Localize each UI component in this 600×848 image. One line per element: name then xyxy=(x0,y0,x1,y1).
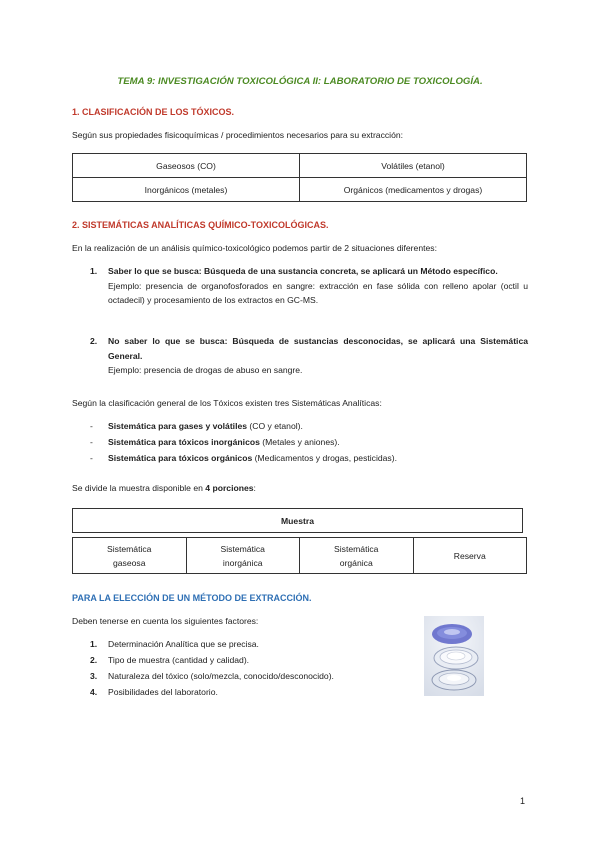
page-number: 1 xyxy=(520,796,526,806)
list-item xyxy=(90,637,259,651)
section1-intro: Según sus propiedades fisicoquímicas / procedimientos necesarios para su extracción: xyxy=(72,130,404,140)
portions-text: Se divide la muestra disponible en xyxy=(72,483,206,493)
item-text: (Medicamentos y drogas, pesticidas). xyxy=(252,453,397,463)
item-number: 1. xyxy=(90,639,98,649)
cell-line: orgánica xyxy=(339,557,373,568)
table-cell: Orgánicos (medicamentos y drogas) xyxy=(300,178,527,202)
item-text: (Metales y aniones). xyxy=(259,437,340,447)
list-item xyxy=(90,334,528,378)
cell-line: gaseosa xyxy=(113,557,146,568)
section3-intro: Deben tenerse en cuenta los siguientes factores: xyxy=(72,616,259,626)
list-item xyxy=(90,669,334,683)
list-item xyxy=(90,653,249,667)
dash-bullet: - xyxy=(90,421,93,431)
item-text: Naturaleza del tóxico (solo/mezcla, conocido/desconocido). xyxy=(108,671,334,681)
table-cell: Inorgánicos (metales) xyxy=(73,178,300,202)
portions-end: : xyxy=(253,483,256,493)
table-cell xyxy=(413,538,527,574)
sample-portions-table xyxy=(72,537,527,574)
table-cell xyxy=(186,538,300,574)
list-item xyxy=(90,685,218,699)
item-text: Tipo de muestra (cantidad y calidad). xyxy=(108,655,250,665)
table-cell xyxy=(300,538,414,574)
item-bold-text: Saber lo que se busca: Búsqueda de una sustancia concreta, se aplicará un Método específico. xyxy=(108,266,498,276)
item-text: Posibilidades del laboratorio. xyxy=(108,687,218,697)
item-number: 4. xyxy=(90,687,98,697)
item-number: 2. xyxy=(90,336,98,346)
sample-header-table xyxy=(72,508,523,533)
toxics-classification-table xyxy=(72,153,527,202)
table-cell xyxy=(73,538,187,574)
section2-heading: 2. SISTEMÁTICAS ANALÍTICAS QUÍMICO-TOXICOLÓGICAS. xyxy=(72,220,329,230)
item-bold-text: Sistemática para tóxicos inorgánicos xyxy=(108,437,260,447)
table-cell: Gaseosos (CO) xyxy=(73,154,300,178)
petri-dish-illustration xyxy=(424,616,484,696)
cell-line: Sistemática xyxy=(334,543,379,554)
item-bold-text: Sistemática para gases y volátiles xyxy=(108,421,248,431)
item-text: Ejemplo: presencia de drogas de abuso en sangre. xyxy=(108,365,303,375)
section3-heading: PARA LA ELECCIÓN DE UN MÉTODO DE EXTRACCIÓN. xyxy=(72,593,312,603)
page-title: TEMA 9: INVESTIGACIÓN TOXICOLÓGICA II: LABORATORIO DE TOXICOLOGÍA. xyxy=(117,76,483,87)
list-item xyxy=(90,451,397,465)
cell-line: Sistemática xyxy=(220,543,265,554)
item-bold-text: No saber lo que se busca: Búsqueda de sustancias desconocidas, se aplicará una Sistemática General. xyxy=(108,336,528,361)
classification-intro: Según la clasificación general de los Tóxicos existen tres Sistemáticas Analíticas: xyxy=(72,398,382,408)
section2-intro: En la realización de un análisis químico-toxicológico podemos partir de 2 situaciones diferentes: xyxy=(72,243,437,253)
item-number: 2. xyxy=(90,655,98,665)
list-item xyxy=(90,264,528,308)
item-number: 3. xyxy=(90,671,98,681)
item-text: (CO y etanol). xyxy=(247,421,303,431)
table-cell: Volátiles (etanol) xyxy=(300,154,527,178)
list-item xyxy=(90,419,303,433)
section1-heading: 1. CLASIFICACIÓN DE LOS TÓXICOS. xyxy=(72,107,235,117)
item-text: Determinación Analítica que se precisa. xyxy=(108,639,259,649)
petri-dish-photo xyxy=(424,616,484,696)
item-text: Ejemplo: presencia de organofosforados en sangre: extracción en fase sólida con relleno apolar (octil u octadecil) y procesamiento de los extractos en GC-MS. xyxy=(108,280,528,305)
portions-bold: 4 porciones xyxy=(205,483,254,493)
cell-line: inorgánica xyxy=(222,557,263,568)
cell-line: Sistemática xyxy=(107,543,152,554)
dash-bullet: - xyxy=(90,437,93,447)
sample-header: Muestra xyxy=(73,509,523,533)
item-number: 1. xyxy=(90,266,98,276)
list-item xyxy=(90,435,340,449)
cell-line: Reserva xyxy=(453,550,486,561)
dash-bullet: - xyxy=(90,453,93,463)
portions-sentence xyxy=(72,483,256,493)
item-bold-text: Sistemática para tóxicos orgánicos xyxy=(108,453,253,463)
